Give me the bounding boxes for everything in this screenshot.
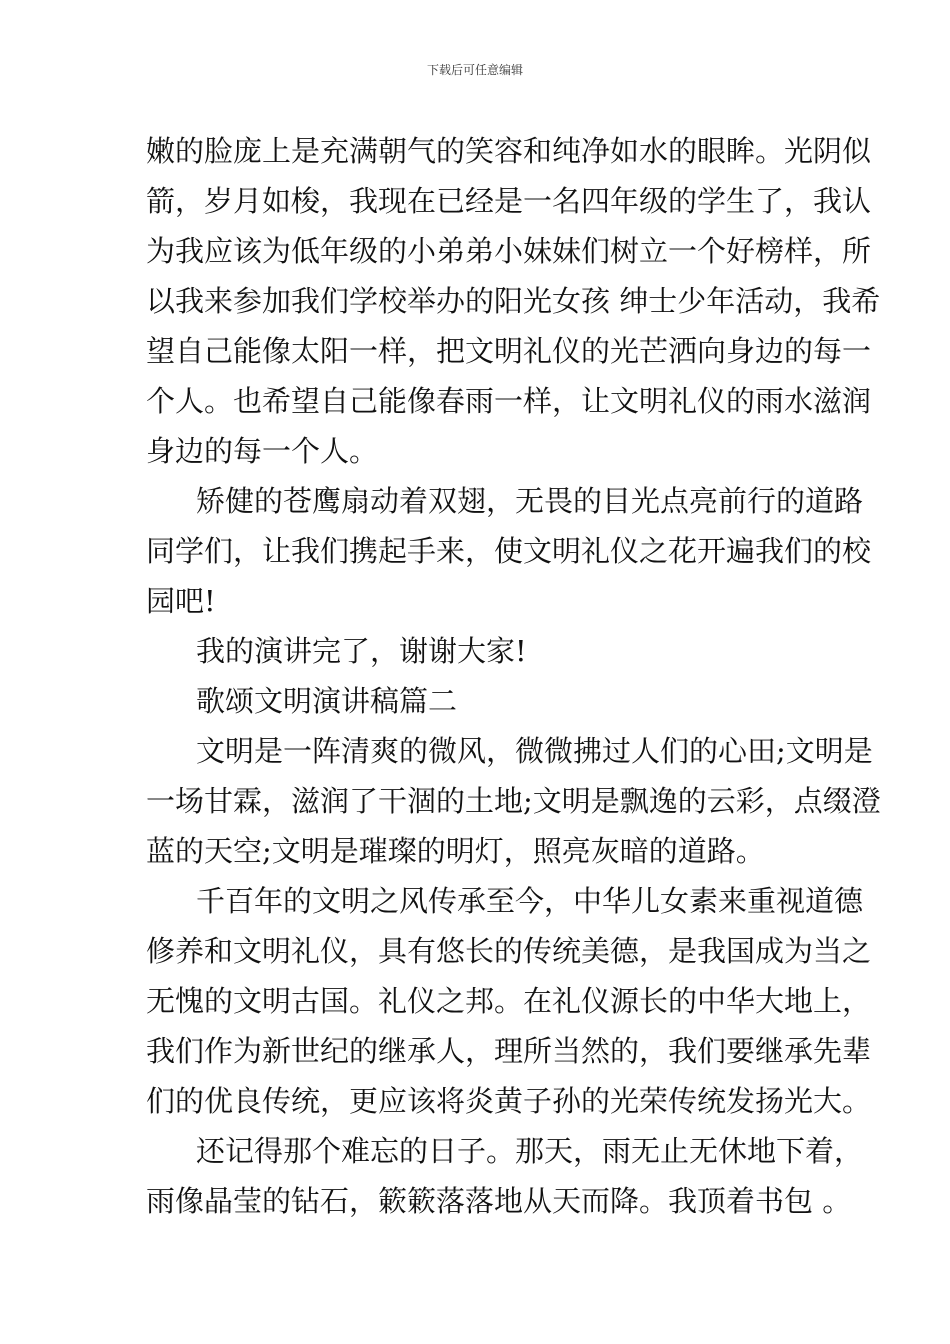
section-heading: 歌颂文明演讲稿篇二 <box>196 684 458 718</box>
paragraph-first-line: 我的演讲完了，谢谢大家! <box>196 634 527 668</box>
text-line: 箭，岁月如梭，我现在已经是一名四年级的学生了，我认 <box>146 184 872 218</box>
text-line: 修养和文明礼仪，具有悠长的传统美德，是我国成为当之 <box>146 934 872 968</box>
text-line: 身边的每一个人。 <box>146 434 379 468</box>
text-line: 以我来参加我们学校举办的阳光女孩 绅士少年活动，我希 <box>146 284 881 318</box>
paragraph-first-line: 还记得那个难忘的日子。那天，雨无止无休地下着， <box>196 1134 864 1168</box>
text-line: 嫩的脸庞上是充满朝气的笑容和纯净如水的眼眸。光阴似 <box>146 134 872 168</box>
text-line: 园吧! <box>146 584 216 618</box>
page-header: 下载后可任意编辑 <box>426 63 523 77</box>
paragraph-first-line: 矫健的苍鹰扇动着双翅，无畏的目光点亮前行的道路 <box>196 484 864 518</box>
text-line: 们的优良传统，更应该将炎黄子孙的光荣传统发扬光大。 <box>146 1084 872 1118</box>
text-line: 雨像晶莹的钻石，簌簌落落地从天而降。我顶着书包 。 <box>146 1184 852 1218</box>
document-body <box>146 126 881 1226</box>
text-line: 蓝的天空;文明是璀璨的明灯，照亮灰暗的道路。 <box>146 834 765 868</box>
text-line: 为我应该为低年级的小弟弟小妹妹们树立一个好榜样，所 <box>146 234 872 268</box>
text-line: 个人。也希望自己能像春雨一样，让文明礼仪的雨水滋润 <box>146 384 872 418</box>
text-line: 我们作为新世纪的继承人，理所当然的，我们要继承先辈 <box>146 1034 872 1068</box>
paragraph-first-line: 千百年的文明之风传承至今，中华儿女素来重视道德 <box>196 884 864 918</box>
text-line: 一场甘霖，滋润了干涸的土地;文明是飘逸的云彩，点缀澄 <box>146 784 881 818</box>
text-line: 同学们，让我们携起手来，使文明礼仪之花开遍我们的校 <box>146 534 872 568</box>
paragraph-first-line: 文明是一阵清爽的微风，微微拂过人们的心田;文明是 <box>196 734 873 768</box>
text-line: 望自己能像太阳一样，把文明礼仪的光芒洒向身边的每一 <box>146 334 872 368</box>
text-line: 无愧的文明古国。礼仪之邦。在礼仪源长的中华大地上， <box>146 984 872 1018</box>
